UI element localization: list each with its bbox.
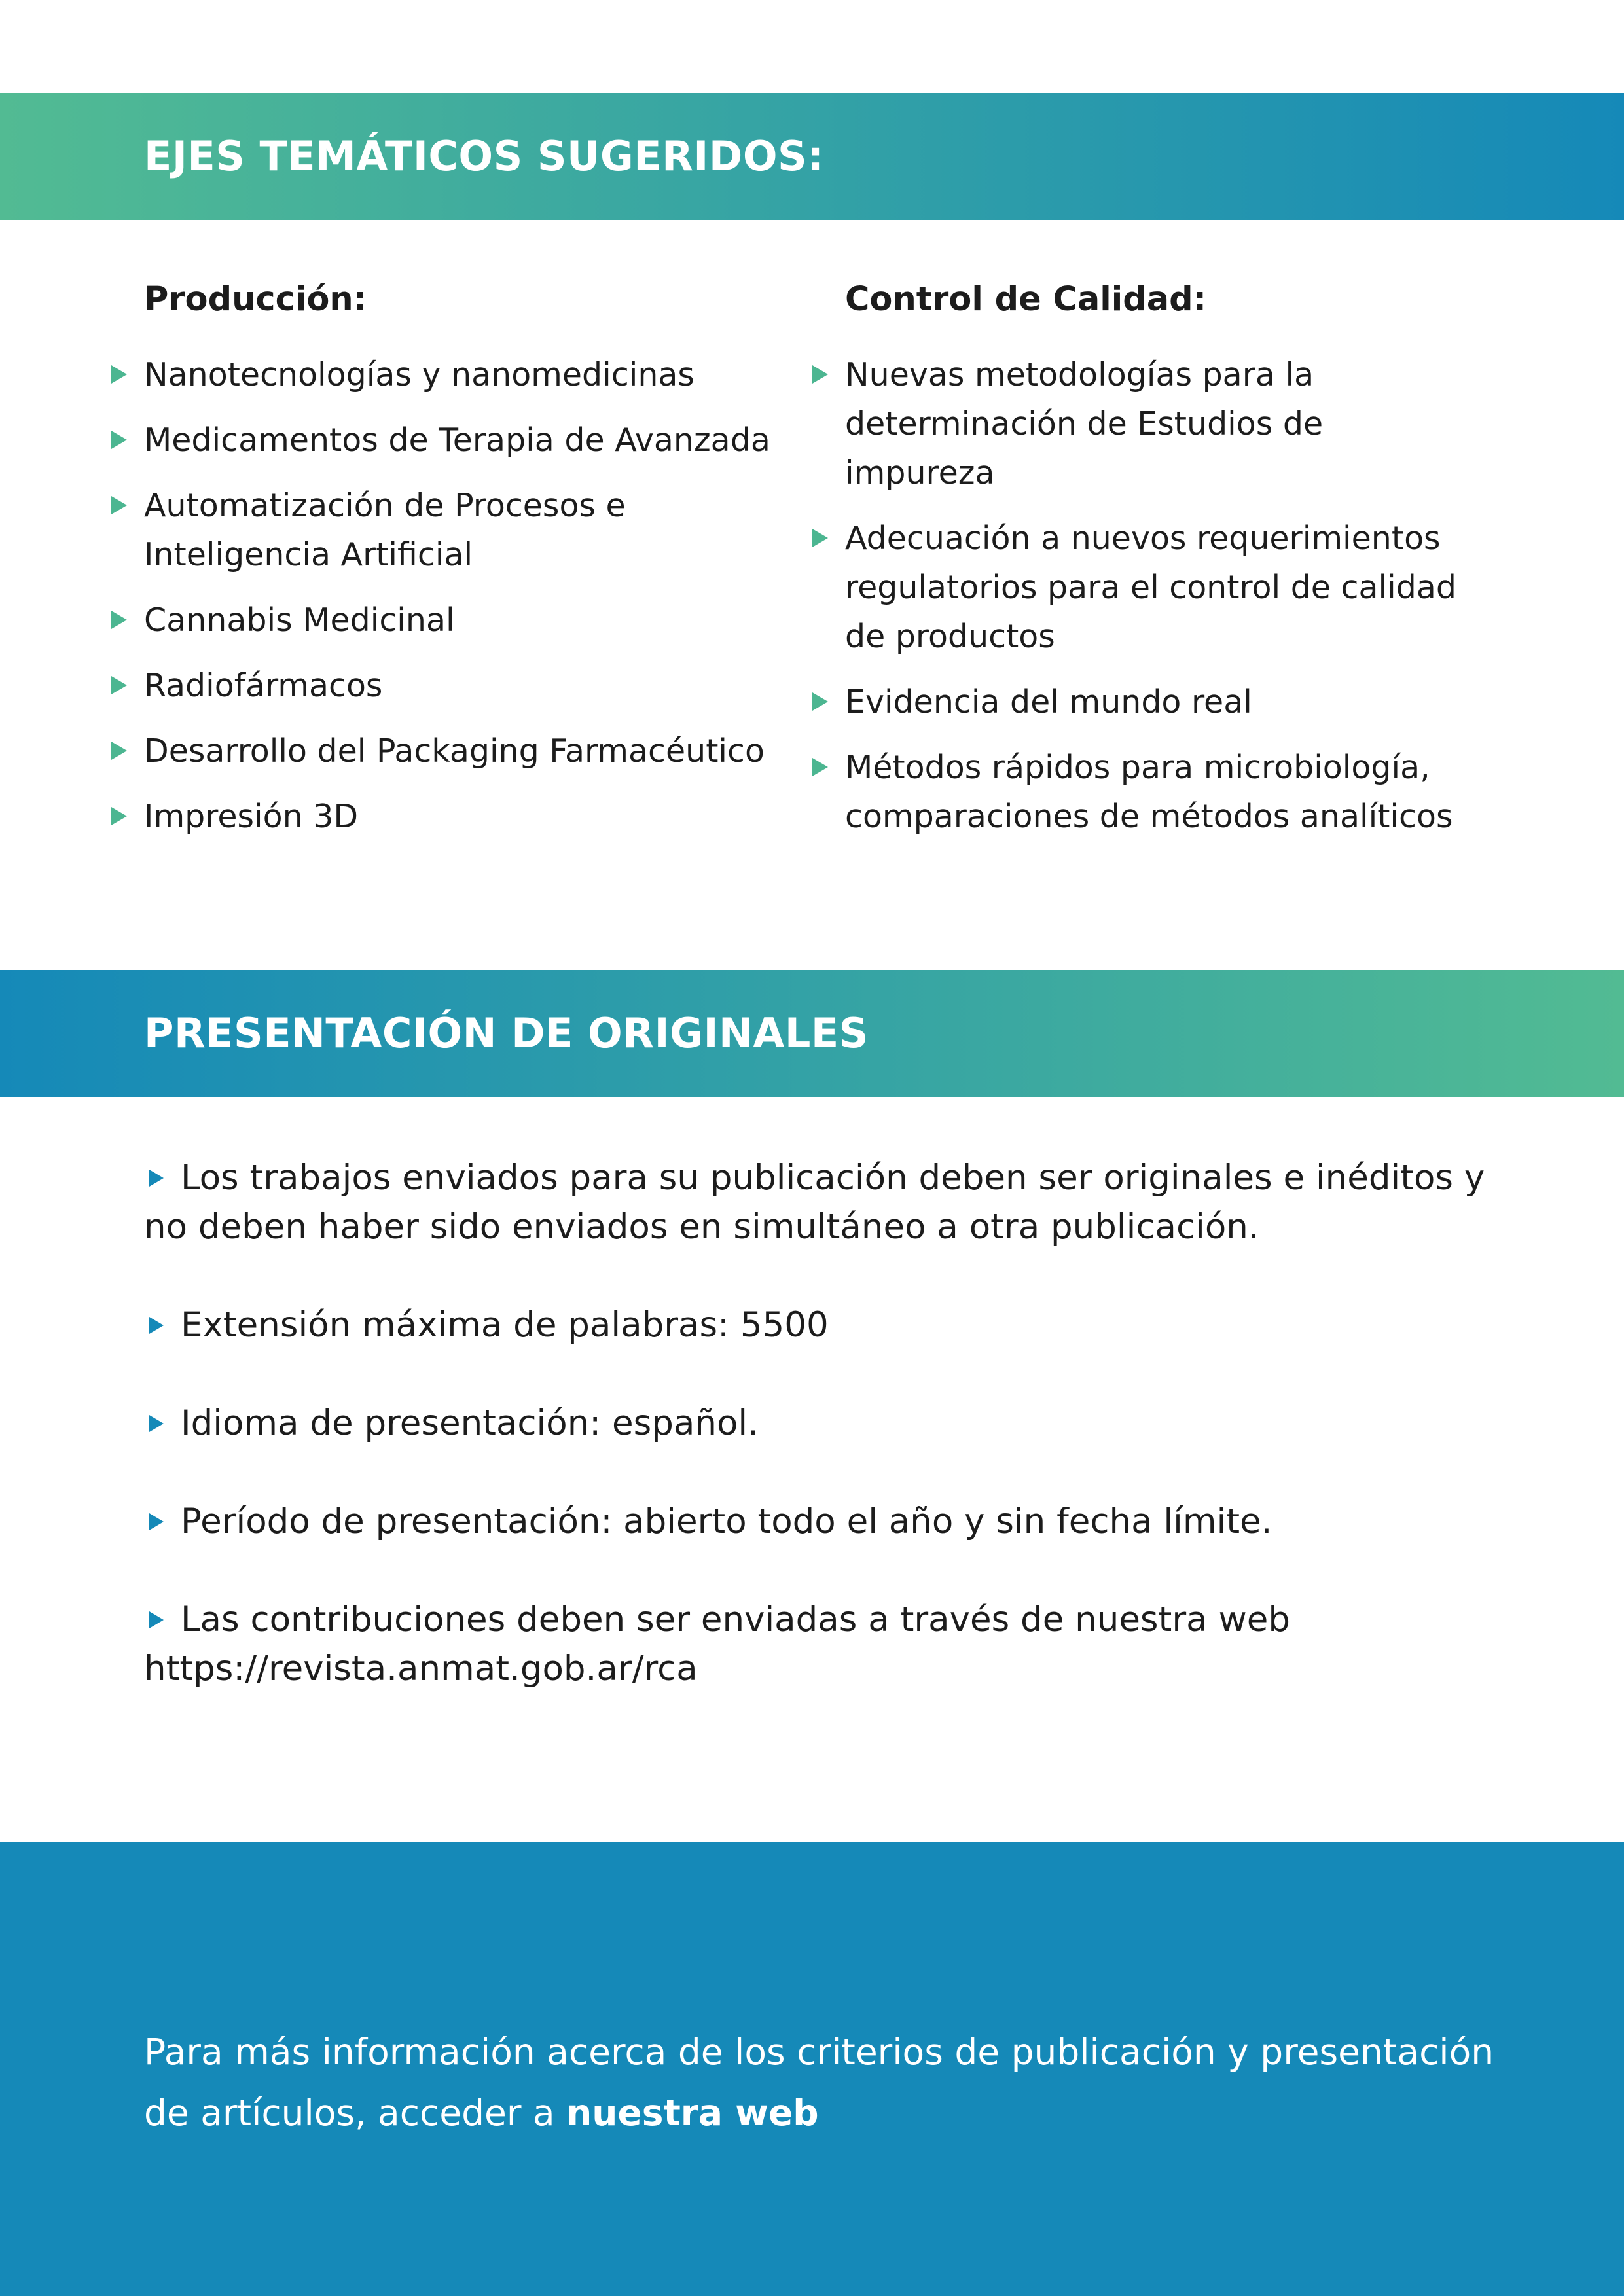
ejes-tematicos-header-band xyxy=(0,93,1624,220)
list-item-text: Desarrollo del Packaging Farmacéutico xyxy=(144,732,765,770)
list-item-text: Impresión 3D xyxy=(144,798,359,835)
footer-band xyxy=(0,1842,1624,2296)
triangle-bullet-icon xyxy=(111,742,127,760)
list-item xyxy=(144,1595,1355,1693)
list-item xyxy=(845,350,1388,497)
list-item-text: Nanotecnologías y nanomedicinas xyxy=(144,356,695,393)
list-item xyxy=(845,677,1500,726)
triangle-bullet-icon xyxy=(111,676,127,694)
triangle-bullet-icon xyxy=(111,365,127,384)
produccion-list xyxy=(144,350,838,841)
presentacion-originales-title: PRESENTACIÓN DE ORIGINALES xyxy=(144,1009,869,1057)
list-item-text: Cannabis Medicinal xyxy=(144,601,455,639)
list-item xyxy=(144,481,681,579)
triangle-bullet-icon xyxy=(149,1170,164,1187)
list-item-text: Período de presentación: abierto todo el año y sin fecha límite. xyxy=(181,1501,1272,1541)
triangle-bullet-icon xyxy=(149,1611,164,1628)
triangle-bullet-icon xyxy=(812,692,828,711)
list-item-text: Los trabajos enviados para su publicación deben ser originales e inéditos y no deben haber sido enviados en simultáneo a otra publicación. xyxy=(144,1158,1485,1247)
triangle-bullet-icon xyxy=(812,365,828,384)
list-item xyxy=(144,792,838,841)
list-item-text: Adecuación a nuevos requerimientos regulatorios para el control de calidad de productos xyxy=(845,520,1456,655)
list-item-text: Nuevas metodologías para la determinación de Estudios de impureza xyxy=(845,356,1324,492)
triangle-bullet-icon xyxy=(812,529,828,547)
list-item-text: Las contribuciones deben ser enviadas a través de nuestra web https://revista.anmat.gob.ar/rca xyxy=(144,1600,1291,1689)
list-item xyxy=(144,1300,1519,1350)
triangle-bullet-icon xyxy=(149,1317,164,1334)
list-item-text: Extensión máxima de palabras: 5500 xyxy=(181,1305,829,1345)
list-item xyxy=(144,350,838,399)
list-item xyxy=(845,743,1493,841)
produccion-column xyxy=(144,275,838,857)
list-item-text: Radiofármacos xyxy=(144,667,383,704)
list-item xyxy=(144,726,838,776)
footer-info-text: Para más información acerca de los criterios de publicación y presentación de artículos, acceder a xyxy=(144,2031,1494,2134)
footer-text xyxy=(144,2022,1519,2144)
list-item-text: Automatización de Procesos e Inteligencia Artificial xyxy=(144,487,626,573)
produccion-heading: Producción: xyxy=(144,280,367,319)
list-item xyxy=(144,1399,1519,1448)
triangle-bullet-icon xyxy=(149,1415,164,1432)
list-item xyxy=(144,661,838,710)
triangle-bullet-icon xyxy=(111,431,127,449)
list-item xyxy=(144,596,838,645)
list-item-text: Evidencia del mundo real xyxy=(845,683,1252,721)
ejes-tematicos-title: EJES TEMÁTICOS SUGERIDOS: xyxy=(144,132,824,180)
list-item xyxy=(144,1497,1519,1546)
list-item xyxy=(845,514,1493,661)
presentacion-originales-header-band xyxy=(0,970,1624,1097)
list-item xyxy=(144,416,838,465)
triangle-bullet-icon xyxy=(149,1513,164,1530)
nuestra-web-link[interactable]: nuestra web xyxy=(566,2092,819,2134)
presentacion-originales-list xyxy=(144,1153,1519,1742)
list-item xyxy=(144,1153,1519,1251)
list-item-text: Métodos rápidos para microbiología, comparaciones de métodos analíticos xyxy=(845,749,1453,835)
control-calidad-heading: Control de Calidad: xyxy=(845,280,1207,319)
triangle-bullet-icon xyxy=(812,758,828,776)
triangle-bullet-icon xyxy=(111,496,127,514)
triangle-bullet-icon xyxy=(111,611,127,629)
list-item-text: Medicamentos de Terapia de Avanzada xyxy=(144,422,770,459)
triangle-bullet-icon xyxy=(111,807,127,825)
list-item-text: Idioma de presentación: español. xyxy=(181,1403,759,1443)
control-calidad-list xyxy=(845,350,1500,841)
control-calidad-column xyxy=(845,275,1500,857)
